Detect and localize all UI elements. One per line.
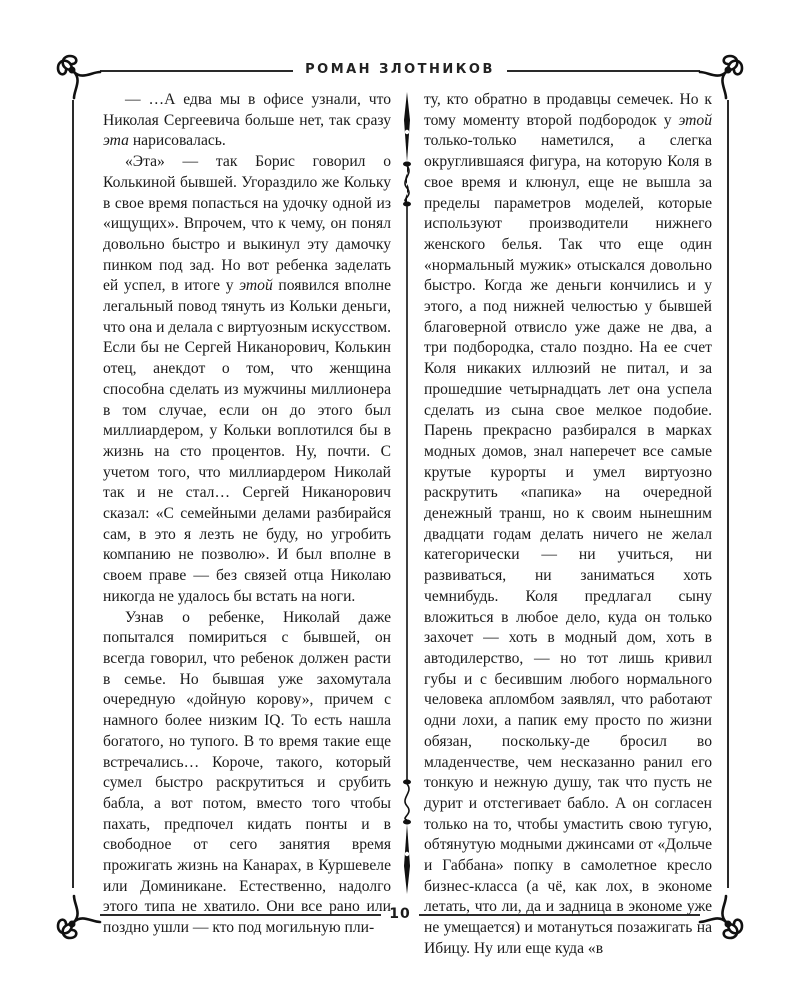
text-run: появился вполне легальный повод тянуть из Кольки деньги, что она и делала с виртуозным искусством. Если бы не Сергей Никанорович, Колькин отец, анекдот о том, что женщина способна сделать из мужчины миллионера в том случае, если он до этого был миллиардером, у Кольки воплотился бы в жизнь на сто процентов. Ну, почти. С учетом того, что миллиардером Николай так и не стал… Сергей Никанорович сказал: «С семейными делами разбирайся сам, в это я лезть не буду, но угробить компанию не позволю». И был вполне в своем праве — без связей отца Николаю никогда не удалось бы встать на ноги. — [103, 277, 391, 605]
italic-text: эта — [103, 132, 129, 150]
center-divider-ornament-icon — [397, 92, 417, 894]
italic-text: этой — [239, 277, 273, 295]
paragraph — [103, 608, 391, 939]
text-run: «Эта» — так Борис говорил о Колькиной бывшей. Угораздило же Кольку в свое время попасться на удочку одной из «ищущих». Впрочем, что к чему, он понял довольно быстро и выкинул эту дамочку пинком под зад. Но вот ребенка заделать ей успел, в итоге у — [103, 153, 391, 295]
italic-text: этой — [678, 111, 712, 129]
text-run: Узнав о ребенке, Николай даже попытался помириться с бывшей, он всегда говорил, что ребенок должен расти в семье. Но бывшая уже захомутала очередную «дойную корову», причем с намного более низким IQ. То есть нашла богатого, но тупого. В то время такие еще встречались… Короче, такого, который сумел быстро раскрутиться и срубить бабла, а вот потом, вместо того чтобы пахать, предпочел кидать понты и в свободное от сего занятия время прожигать жизнь на Канарах, в Куршевеле или Доминикане. Естественно, надолго этого типа не хватило. Они все рано или поздно ушли — кто под могильную пли- — [103, 608, 391, 937]
page-number: 10 — [381, 906, 418, 922]
text-run: — …А едва мы в офисе узнали, что Николая Сергеевича больше нет, так сразу — [103, 91, 391, 129]
paragraph — [103, 90, 391, 152]
running-head — [0, 62, 800, 77]
text-column-left — [103, 90, 391, 939]
running-title: РОМАН ЗЛОТНИКОВ — [293, 62, 507, 77]
text-column-right — [424, 90, 712, 960]
text-run: ту, кто обратно в продавцы семечек. Но к тому моменту второй подбородок у — [424, 91, 712, 129]
left-vertical-rule — [72, 100, 74, 888]
paragraph — [424, 90, 712, 960]
paragraph — [103, 152, 391, 607]
text-run: нарисовалась. — [128, 132, 226, 150]
right-vertical-rule — [727, 100, 729, 888]
text-run: только-только наметился, а слегка округлившаяся фигура, на которую Коля в свое время и клюнул, еще не вышла за пределы параметров моделей, которые используют производители нижнего женского белья. Так что еще один «нормальный мужик» отыскался довольно быстро. Когда же деньги кончились и у этого, а под нижней челюстью у бывшей благоверной отвисло уже даже не два, а три подбородка, стало поздно. На ее счет Коля никаких иллюзий не питал, и за прошедшие четырнадцать лет она успела сделать из сына свое мелкое подобие. Парень прекрасно разбирался в марках модных домов, знал наперечет все самые крутые курорты и умел виртуозно раскрутить «папика» на очередной денежный транш, но к своим нынешним двадцати годам делать ничего не желал категорически — ни учиться, ни развиваться, ни заниматься хоть чемнибудь. Коля предлагал сыну вложиться в любое дело, куда он только захочет — хоть в модный дом, хоть в автодилерство, — но тот лишь кривил губы и с бесившим любого нормального человека апломбом заявлял, что работают одни лохи, а папик ему просто по жизни обязан, поскольку-де бросил во младенчестве, чем несказанно ранил его тонкую и нежную душу, так что пусть не дурит и отстегивает бабло. А он согласен только на то, чтобы умастить свою тугую, обтянутую модными джинсами от «Дольче и Габбана» попку в самолетное кресло бизнес-класса (а чё, как лох, в экономе летать, что ли, да и задница в экономе уже не умещается) и мотануться позажигать на Ибицу. Ну или еще куда «в — [424, 132, 712, 957]
